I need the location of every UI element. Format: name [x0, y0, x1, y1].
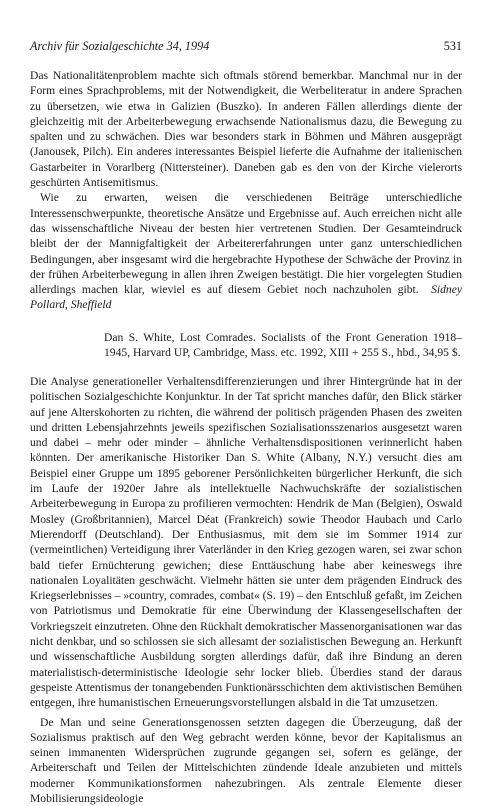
page-number: 531: [443, 39, 462, 53]
paragraph: [30, 190, 462, 312]
review-pollard: [30, 68, 462, 313]
paragraph: De Man und seine Generationsgenossen setzten dagegen die Überzeugung, daß der Sozialismus praktisch auf den Weg gebracht werden könne, bevor der Kapitalismus an seinen immanenten Widersprüchen zugrunde gegangen sei, sofern es gelänge, der Arbeiterschaft und Teilen der Mittelschichten zündende Ideale anzubieten und mittels moderner Kommunikationsformen nahezubringen. Als zentrale Elemente dieser Mobilisierungsideologie: [30, 715, 462, 806]
bibliographic-entry: Dan S. White, Lost Comrades. Socialists of the Front Generation 1918–1945, Harvard UP, Cambridge, Mass. etc. 1992, XIII + 255 S., hbd., 34,95 $.: [104, 331, 462, 360]
paragraph: Die Analyse generationeller Verhaltensdifferenzierungen und ihrer Hintergründe hat in der politischen Sozialgeschichte Konjunktur. In der Tat spricht manches dafür, den Blick stärker auf jene Alterskohorten zu richten, die während der politisch prägenden Phasen des zweiten und dritten Lebensjahrzehnts jeweils spezifischen Sozialisationsszenarios ausgesetzt waren und dabei – mehr oder minder – ähnliche Verhaltensdispositionen verinnerlicht haben könnten. Der amerikanische Historiker Dan S. White (Albany, N.Y.) versucht dies am Beispiel einer Gruppe um 1895 geborener Persönlichkeiten bürgerlicher Herkunft, die sich im Laufe der 1920er Jahre als intellektuelle Nachwuchskräfte der sozialistischen Arbeiterbewegung in Europa zu profilieren vermochten: Hendrik de Man (Belgien), Oswald Mosley (Großbritannien), Marcel Déat (Frankreich) sowie Theodor Haubach und Carlo Mierendorff (Deutschland). Der Enthusiasmus, mit dem sie im Sommer 1914 zur (vermeintlichen) Verteidigung ihrer Vaterländer in den Krieg gezogen waren, sei zwar schon bald tiefer Ernüchterung gewichen; diese Enttäuschung habe aber keineswegs ihre nationalen Loyalitäten geschwächt. Vielmehr hätten sie unter dem prägenden Eindruck des Kriegserlebnisses – »country, comrades, combat« (S. 19) – den Entschluß gefaßt, im Zeichen von Patriotismus und Demokratie für eine Überwindung der Klassengesellschaften der Vorkriegszeit einzutreten. Ohne den Rückhalt demokratischer Massenorganisationen war das nicht denkbar, und so schlossen sie sich allesamt der sozialistischen Bewegung an. Herkunft und wissenschaftliche Ausbildung sorgten allerdings dafür, daß ihre Bindung an deren materialistisch-deterministische Ideologie sehr locker blieb. Überdies stand der daraus gespeiste Attentismus der tonangebenden Funktionärsschichten dem aktivistischen Bemühen entgegen, ihre humanistischen Erneuerungsvorstellungen alsbald in die Tat umzusetzen.: [30, 375, 462, 710]
running-title: Archiv für Sozialgeschichte 34, 1994: [30, 39, 210, 53]
review-white: [30, 374, 462, 806]
paragraph: Das Nationalitätenproblem machte sich oftmals störend bemerkbar. Manchmal nur in der Form eines Sprachproblems, mit der Notwendigkeit, die Werbeliteratur in andere Sprachen zu übersetzen, wie etwa in Galizien (Buszko). In anderen Fällen allerdings diente der gleichzeitig mit der Arbeiterbewegung erwachsende Nationalismus dazu, die Bewegung zu spalten und zu schwächen. Dies war besonders stark in Böhmen und Mähren ausgeprägt (Janousek, Pilch). Ein anderes interessantes Beispiel lieferte die Aufnahme der italienischen Gastarbeiter in Vorarlberg (Nittersteiner). Daneben gab es den von der Kirche vielerorts geschürten Antisemitismus.: [30, 69, 462, 190]
paragraph-text: Wie zu erwarten, weisen die verschiedenen Beiträge unterschiedliche Interessenschwerpunkte, theoretische Ansätze und Ergebnisse auf. Auch erreichen nicht alle das wissenschaftliche Niveau der besten hier vertretenen Studien. Der Gesamteindruck bleibt der der Mannigfaltigkeit der Arbeitererfahrungen unter ganz unterschiedlichen Bedingungen, aber insgesamt wird die hergebrachte Hypothese der Schwäche der Provinz in der frühen Arbeiterbewegung in allen ihren Zweigen bestätigt. Die hier vorgelegten Studien allerdings machen klar, wieviel es auf diesem Gebiet noch nachzuholen gibt.: [30, 191, 462, 297]
reviewer-signature: Sidney Pollard, Sheffield: [30, 283, 462, 312]
running-header: [30, 38, 462, 54]
